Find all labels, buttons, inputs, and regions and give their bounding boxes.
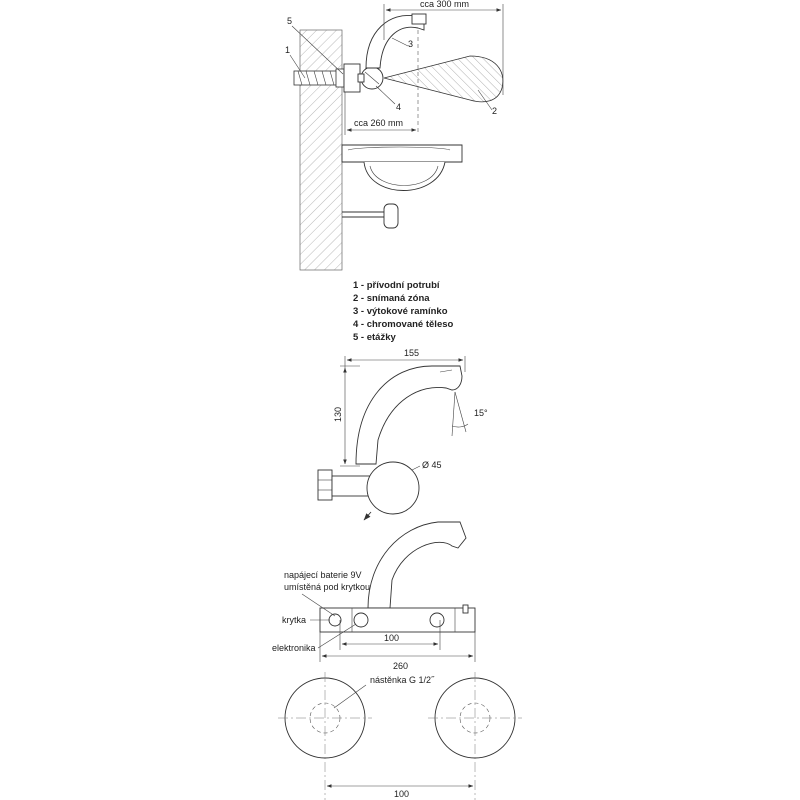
cover-label: krytka [282,615,307,625]
side-connector [318,470,370,500]
legend-item-2: 2 - snímaná zóna [353,293,430,304]
dim-260-label: cca 260 mm [354,118,404,128]
side-body [367,462,419,514]
battery-label-line2: umístěná pod krytkou [284,582,371,592]
callout-1: 1 [285,45,291,55]
front-body [320,608,475,632]
supply-pipe [294,69,344,87]
diameter-label: Ø 45 [422,460,442,470]
legend-item-1: 1 - přívodní potrubí [353,280,440,291]
callout-4: 4 [396,102,402,112]
sensing-zone [384,56,503,102]
bottom-view [278,672,522,800]
wall-connector-label: nástěnka G 1/2˝ [370,675,435,685]
electronics-label: elektronika [272,643,316,653]
dim-100-bottom-label: 100 [394,789,410,799]
front-spout [368,522,466,608]
dim-260-front-label: 260 [393,661,409,671]
dim-130-label: 130 [333,406,343,422]
basin [342,145,462,228]
legend-item-5: 5 - etážky [353,332,396,343]
side-view [318,348,488,520]
callout-5: 5 [287,16,293,26]
installation-view [285,0,503,270]
legend-item-4: 4 - chromované těleso [353,319,454,330]
battery-label-line1: napájecí baterie 9V [284,570,362,580]
dim-155-label: 155 [404,348,420,358]
angle-label: 15° [474,408,488,418]
callout-3: 3 [408,39,414,49]
dim-100-front-label: 100 [384,633,400,643]
legend [353,280,454,343]
dim-300-label: cca 300 mm [420,0,470,9]
callout-2: 2 [492,106,498,116]
legend-item-3: 3 - výtokové ramínko [353,306,448,317]
wall [300,30,342,270]
side-spout [356,366,462,464]
front-view [272,522,475,671]
